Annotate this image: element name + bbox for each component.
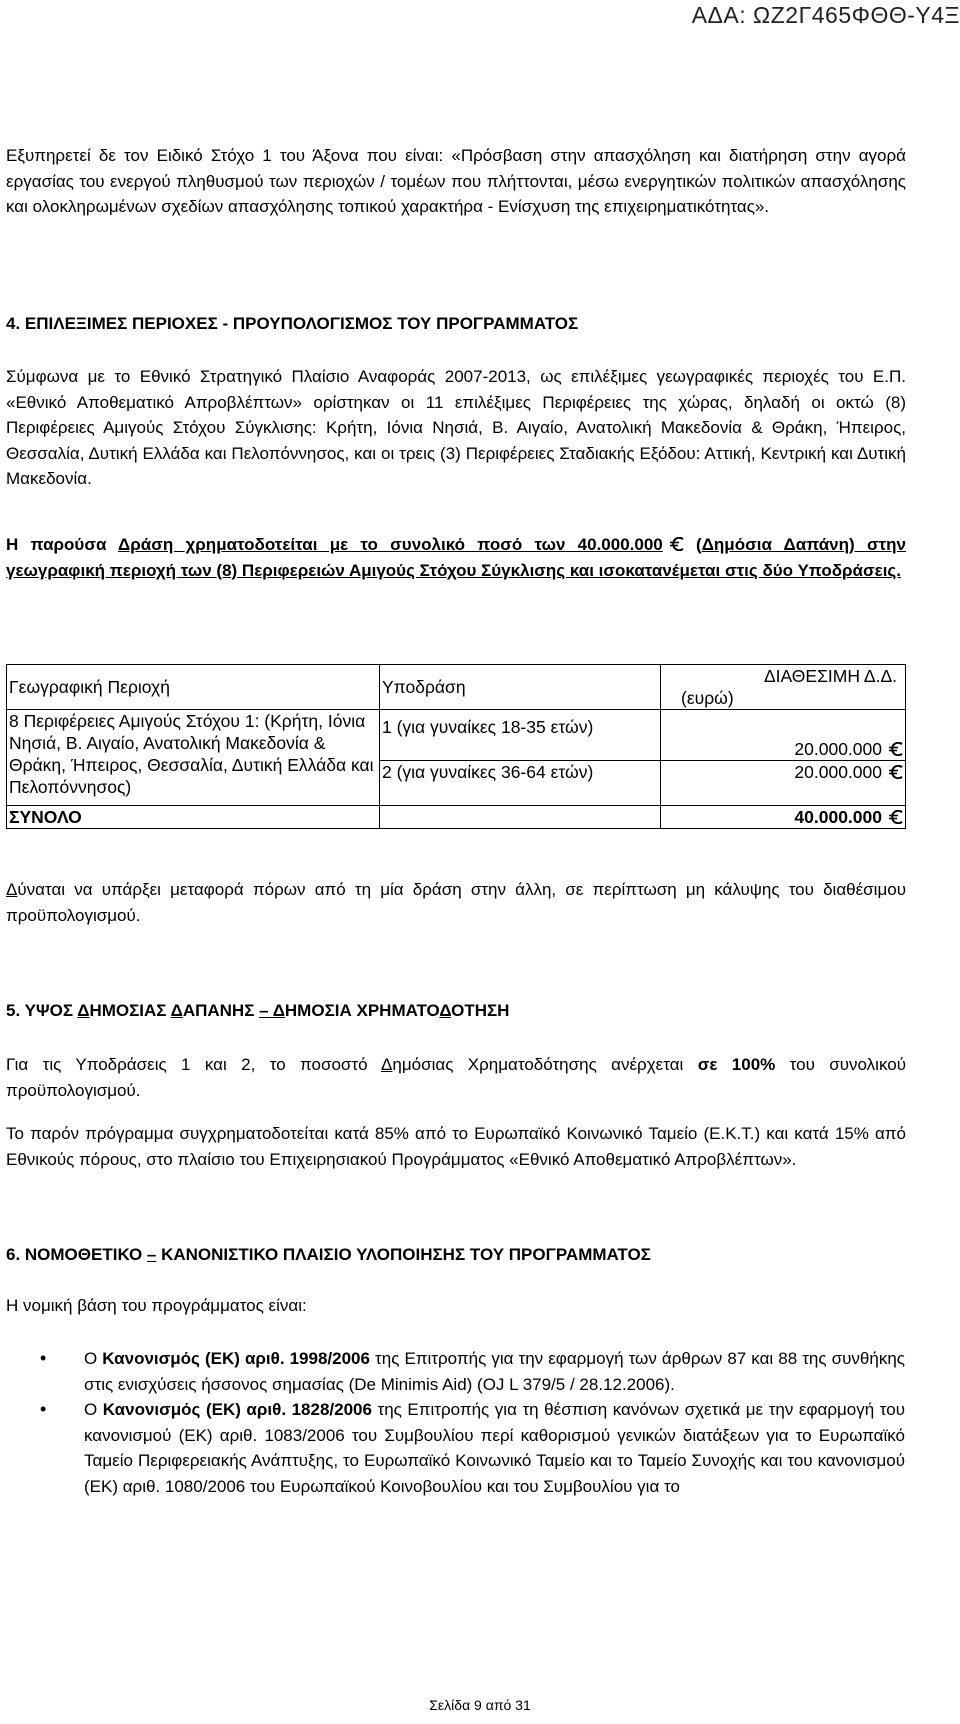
region-cell: 8 Περιφέρειες Αμιγούς Στόχου 1: (Κρήτη, Ιόνια Νησιά, Β. Αιγαίο, Ανατολική Μακεδονία & Θράκη, Ήπειρος, Θεσσαλία, Δυτική Ελλάδα και Πελοπόννησος): [7, 710, 380, 806]
list-item: • Ο Κανονισμός (ΕΚ) αριθ. 1828/2006 της Επιτροπής για τη θέσπιση κανόνων σχετικά με την εφαρμογή του κανονισμού (ΕΚ) αριθ. 1083/2006 του Συμβουλίου περί καθορισμού γενικών διατάξεων για το Ευρωπαϊκό Ταμείο Περιφερειακής Ανάπτυξης, το Ευρωπαϊκό Κοινωνικό Ταμείο και το Ταμείο Συνοχής και του κανονισμού (ΕΚ) αριθ. 1080/2006 του Ευρωπαϊκού Κοινοβουλίου και του Συμβουλίου για το: [40, 1399, 905, 1496]
euro-icon: [888, 810, 903, 824]
table-header-row: [7, 665, 906, 710]
page-number: Σελίδα 9 από 31: [429, 1697, 531, 1713]
table-total-row: [7, 806, 906, 829]
legal-basis-intro: Η νομική βάση του προγράμματος είναι:: [6, 1296, 307, 1315]
transfer-note-text: ύναται να υπάρξει μεταφορά πόρων από τη μία δράση στην άλλη, σε περίπτωση μη κάλυψης του διαθέσιμου προϋπολογισμού.: [6, 880, 906, 925]
bullet-icon: •: [40, 1399, 47, 1420]
regulations-list: [0, 1346, 905, 1500]
euro-icon: [669, 537, 684, 551]
section-5-heading: 5. ΥΨΟΣ ΔΗΜΟΣΙΑΣ ΔΑΠΑΝΗΣ – ΔΗΜΟΣΙΑ ΧΡΗΜΑΤΟΔΟΤΗΣΗ: [6, 1001, 510, 1020]
funding-text-a: Η παρούσα: [6, 535, 119, 554]
section-6-heading: 6. ΝΟΜΟΘΕΤΙΚΟ – ΚΑΝΟΝΙΣΤΙΚΟ ΠΛΑΙΣΙΟ ΥΛΟΠΟΙΗΣΗΣ ΤΟΥ ΠΡΟΓΡΑΜΜΑΤΟΣ: [6, 1245, 651, 1264]
allocation-table: [6, 664, 906, 829]
header-budget-line1: ΔΙΑΘΕΣΙΜΗ Δ.Δ.: [763, 666, 897, 686]
bullet-icon: •: [40, 1348, 47, 1368]
subaction-cell: 2 (για γυναίκες 36-64 ετών): [380, 761, 661, 806]
euro-icon: [888, 765, 903, 779]
funding-text-underlined: Δράση χρηματοδοτείται με το συνολικό ποσό των 40.000.000: [118, 535, 663, 554]
total-amount-cell: [661, 806, 906, 829]
amount-value: 20.000.000: [794, 762, 882, 782]
euro-icon: [888, 742, 903, 756]
public-funding-paragraph: Για τις Υποδράσεις 1 και 2, το ποσοστό Δημόσιας Χρηματοδότησης ανέρχεται σε 100% του συνολικού προϋπολογισμού.: [6, 1055, 906, 1100]
intro-paragraph: Εξυπηρετεί δε τον Ειδικό Στόχο 1 του Άξονα που είναι: «Πρόσβαση στην απασχόληση και διατήρηση στην αγορά εργασίας του ενεργού πληθυσμού των περιοχών / τομέων που πλήττονται, μέσω ενεργητικών πολιτικών απασχόλησης και ολοκληρωμένων σχεδίων απασχόλησης τοπικού χαρακτήρα - Ενίσχυση της επιχειρηματικότητας».: [6, 146, 906, 217]
section-4-heading: 4. ΕΠΙΛΕΞΙΜΕΣ ΠΕΡΙΟΧΕΣ - ΠΡΟΥΠΟΛΟΓΙΣΜΟΣ ΤΟΥ ΠΡΟΓΡΑΜΜΑΤΟΣ: [6, 314, 579, 333]
table-row: [7, 710, 906, 761]
total-label: ΣΥΝΟΛΟ: [7, 806, 380, 829]
amount-cell: [661, 710, 906, 761]
header-budget-line2: (ευρώ): [681, 688, 734, 708]
total-empty-cell: [380, 806, 661, 829]
header-budget: [661, 665, 906, 710]
subaction-cell: 1 (για γυναίκες 18-35 ετών): [380, 710, 661, 761]
transfer-note: [6, 877, 906, 928]
transfer-note-underlined: Δ: [6, 880, 18, 899]
amount-value: 20.000.000: [794, 739, 882, 759]
eligible-regions-paragraph: Σύμφωνα με το Εθνικό Στρατηγικό Πλαίσιο Αναφοράς 2007-2013, ως επιλέξιμες γεωγραφικές περιοχές του Ε.Π. «Εθνικό Αποθεματικό Απροβλέπτων» ορίστηκαν οι 11 επιλέξιμες Περιφέρειες της χώρας, δηλαδή οι οκτώ (8) Περιφέρειες Αμιγούς Στόχου Σύγκλισης: Κρήτη, Ιόνια Νησιά, Β. Αιγαίο, Ανατολική Μακεδονία & Θράκη, Ήπειρος, Θεσσαλία, Δυτική Ελλάδα και Πελοπόννησος, και οι τρεις (3) Περιφέρειες Σταδιακής Εξόδου: Αττική, Κεντρική και Δυτική Μακεδονία.: [6, 367, 906, 489]
funding-text-b: (: [683, 535, 702, 554]
funding-statement: [6, 532, 906, 583]
header-region: Γεωγραφική Περιοχή: [7, 665, 380, 710]
header-subaction: Υποδράση: [380, 665, 661, 710]
amount-cell: [661, 761, 906, 806]
ada-code: ΑΔΑ: ΩΖ2Γ465ΦΘΘ-Υ4Ξ: [691, 2, 960, 28]
funding-text-underlined-2: Δημόσια Δαπάνη) στην γεωγραφική περιοχή των (8) Περιφερειών Αμιγούς Στόχου Σύγκλισης και ισοκατανέμεται στις δύο Υποδράσεις.: [6, 535, 907, 580]
list-item: • Ο Κανονισμός (ΕΚ) αριθ. 1998/2006 της Επιτροπής για την εφαρμογή των άρθρων 87 και 88 της συνθήκης στις ενισχύσεις ήσσονος σημασίας (De Minimis Aid) (OJ L 379/5 / 28.12.2006).: [40, 1348, 905, 1394]
total-amount-value: 40.000.000: [794, 807, 882, 827]
cofinancing-paragraph: Το παρόν πρόγραμμα συγχρηματοδοτείται κατά 85% από το Ευρωπαϊκό Κοινωνικό Ταμείο (Ε.Κ.Τ.) και κατά 15% από Εθνικούς πόρους, στο πλαίσιο του Επιχειρησιακού Προγράμματος «Εθνικό Αποθεματικό Απροβλέπτων».: [6, 1124, 906, 1169]
